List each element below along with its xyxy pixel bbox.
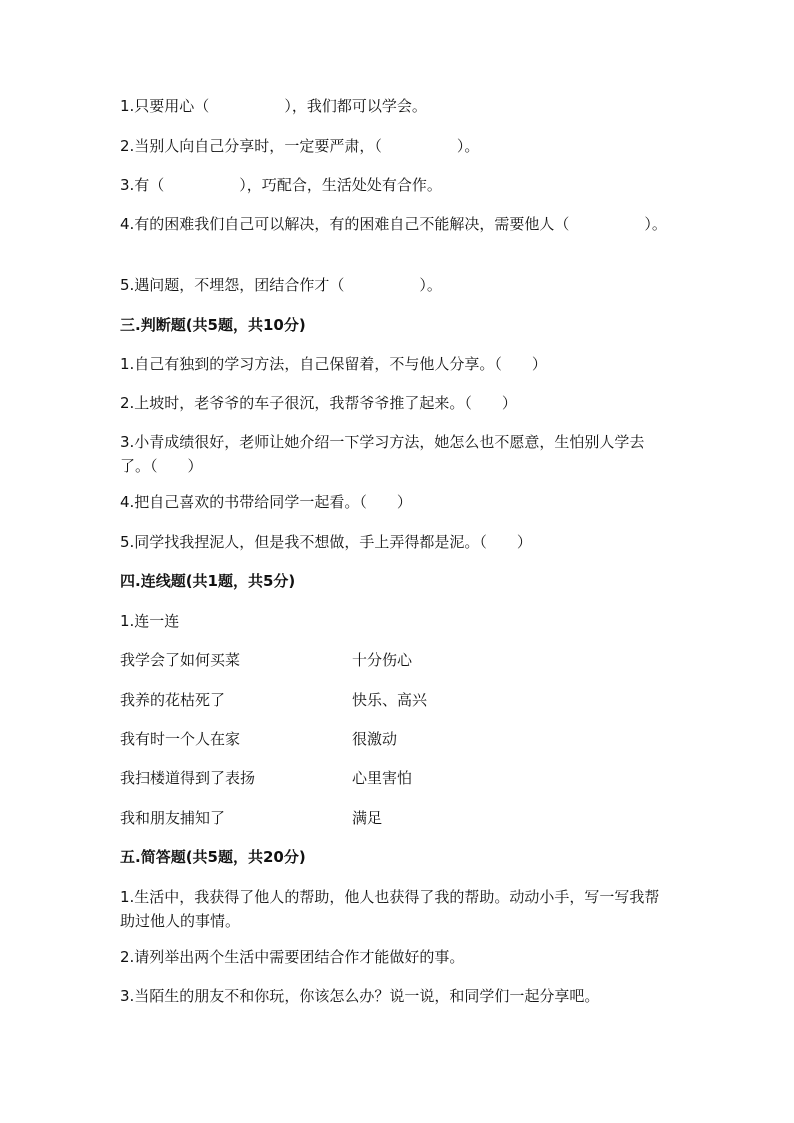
short-answer-item: 1.生活中，我获得了他人的帮助，他人也获得了我的帮助。动动小手，写一写我帮助过他人的事情。 bbox=[120, 888, 660, 930]
judgment-item: 4.把自己喜欢的书带给同学一起看。（ ） bbox=[120, 493, 412, 511]
short-answer-item: 2.请列举出两个生活中需要团结合作才能做好的事。 bbox=[120, 948, 465, 966]
matching-left-item: 我养的花枯死了 bbox=[120, 691, 226, 709]
matching-right-item: 满足 bbox=[352, 809, 383, 827]
judgment-item: 5.同学找我捏泥人，但是我不想做，手上弄得都是泥。（ ） bbox=[120, 533, 532, 551]
matching-right-item: 快乐、高兴 bbox=[352, 691, 428, 709]
fill-blank-item: 4.有的困难我们自己可以解决，有的困难自己不能解决，需要他人（ ）。 bbox=[120, 215, 667, 233]
matching-prompt: 1.连一连 bbox=[120, 612, 180, 630]
section-heading: 五.简答题(共5题，共20分) bbox=[120, 848, 306, 866]
judgment-item: 2.上坡时，老爷爷的车子很沉，我帮爷爷推了起来。（ ） bbox=[120, 394, 517, 412]
matching-right-item: 十分伤心 bbox=[352, 651, 413, 669]
matching-left-item: 我扫楼道得到了表扬 bbox=[120, 769, 256, 787]
matching-left-item: 我学会了如何买菜 bbox=[120, 651, 241, 669]
fill-blank-item: 2.当别人向自己分享时，一定要严肃，（ ）。 bbox=[120, 137, 480, 155]
matching-right-item: 心里害怕 bbox=[352, 769, 413, 787]
section-heading: 三.判断题(共5题，共10分) bbox=[120, 316, 306, 334]
fill-blank-item: 3.有（ ），巧配合，生活处处有合作。 bbox=[120, 176, 442, 194]
fill-blank-item: 5.遇问题，不埋怨，团结合作才（ ）。 bbox=[120, 276, 442, 294]
section-heading: 四.连线题(共1题，共5分) bbox=[120, 572, 296, 590]
matching-left-item: 我和朋友捕知了 bbox=[120, 809, 226, 827]
matching-left-item: 我有时一个人在家 bbox=[120, 730, 241, 748]
judgment-item: 3.小青成绩很好，老师让她介绍一下学习方法，她怎么也不愿意，生怕别人学去了。（ ） bbox=[120, 433, 645, 475]
fill-blank-item: 1.只要用心（ ），我们都可以学会。 bbox=[120, 97, 427, 115]
short-answer-item: 3.当陌生的朋友不和你玩，你该怎么办？说一说，和同学们一起分享吧。 bbox=[120, 987, 600, 1005]
judgment-item: 1.自己有独到的学习方法，自己保留着，不与他人分享。（ ） bbox=[120, 355, 547, 373]
matching-right-item: 很激动 bbox=[352, 730, 398, 748]
